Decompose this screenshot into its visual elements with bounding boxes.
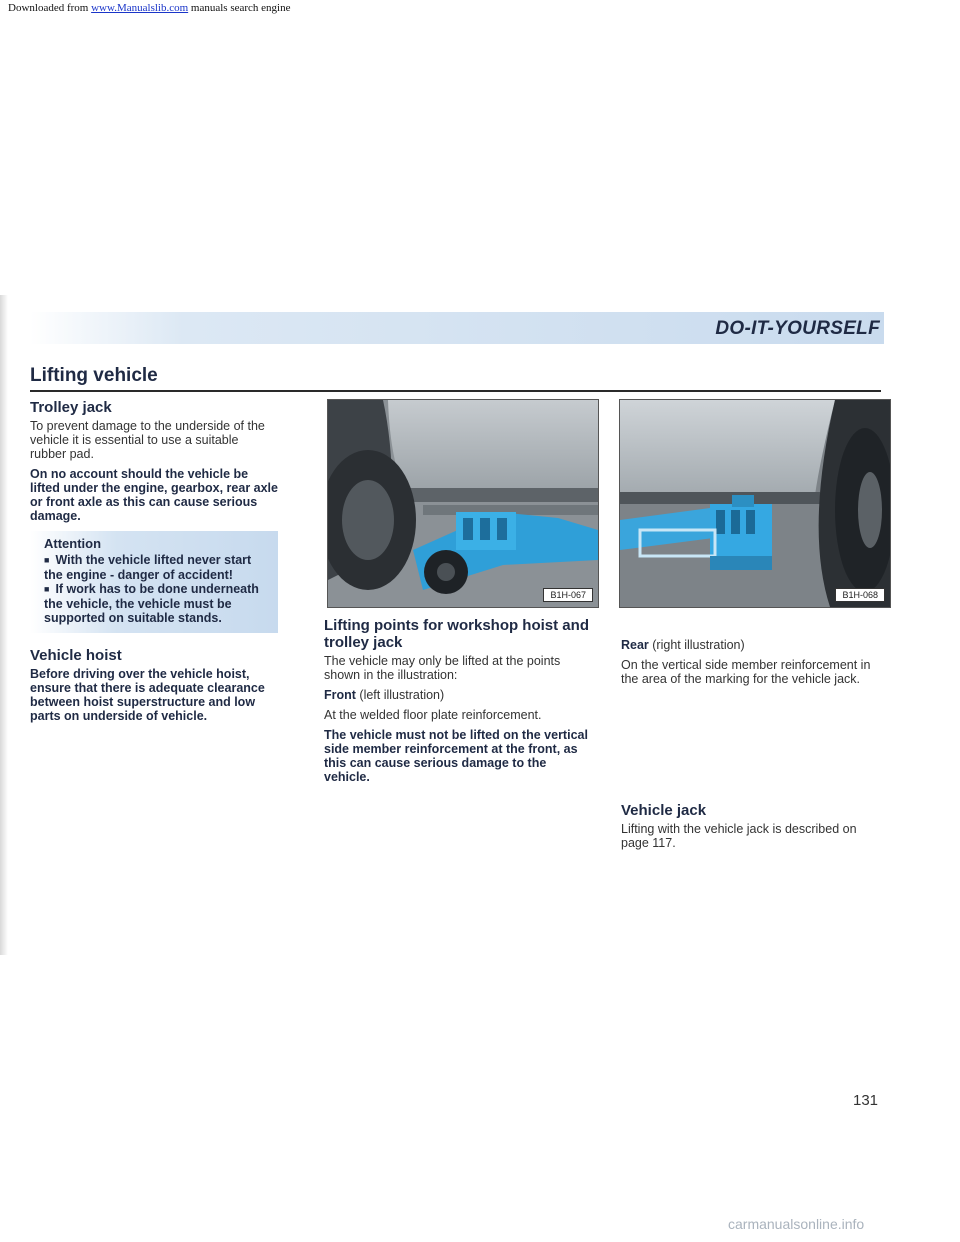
download-note-suffix: manuals search engine xyxy=(188,2,291,14)
attention-item: ■ With the vehicle lifted never start the engine - danger of accident! xyxy=(44,553,268,582)
lifting-points-heading: Lifting points for workshop hoist and trolley jack xyxy=(324,617,589,651)
column-middle xyxy=(324,617,594,790)
front-note: (left illustration) xyxy=(355,688,445,702)
vehicle-jack-text: Lifting with the vehicle jack is described on page 117. xyxy=(621,822,857,850)
title-divider xyxy=(30,390,881,392)
trolley-jack-intro: To prevent damage to the underside of the vehicle it is essential to use a suitable rubber pad. xyxy=(30,419,265,461)
column-right xyxy=(621,638,883,856)
manualslib-link[interactable]: www.Manualslib.com xyxy=(91,2,189,14)
front-label: Front xyxy=(324,688,356,702)
section-title: DO-IT-YOURSELF xyxy=(715,318,880,339)
figure-label-left: B1H-067 xyxy=(543,588,593,602)
front-lifting-illustration xyxy=(328,400,598,607)
rear-label: Rear xyxy=(621,638,649,652)
figure-label-right: B1H-068 xyxy=(835,588,885,602)
download-note-prefix: Downloaded from xyxy=(8,2,92,14)
lifting-points-warning: The vehicle must not be lifted on the vertical side member reinforcement at the front, as this can cause serious damage to the vehicle. xyxy=(324,728,588,784)
rear-lifting-illustration xyxy=(620,400,890,607)
front-paragraph xyxy=(324,688,594,702)
attention-item: ■ If work has to be done underneath the vehicle, the vehicle must be supported on suitable stands. xyxy=(44,582,268,625)
rear-paragraph xyxy=(621,638,883,652)
column-left xyxy=(30,399,278,729)
attention-heading: Attention xyxy=(44,536,102,551)
trolley-jack-warning: On no account should the vehicle be lifted under the engine, gearbox, rear axle or front axle as this can cause serious damage. xyxy=(30,467,278,523)
vehicle-hoist-heading: Vehicle hoist xyxy=(30,647,122,664)
page-title: Lifting vehicle xyxy=(30,365,158,386)
lifting-points-intro: The vehicle may only be lifted at the points shown in the illustration: xyxy=(324,654,561,682)
figure-rear-lifting-point xyxy=(619,399,891,608)
trolley-jack-heading: Trolley jack xyxy=(30,399,112,416)
download-note xyxy=(8,2,290,14)
vehicle-jack-heading: Vehicle jack xyxy=(621,802,707,819)
rear-text: On the vertical side member reinforcement in the area of the marking for the vehicle jack. xyxy=(621,658,871,686)
attention-box xyxy=(30,531,278,633)
vehicle-hoist-text: Before driving over the vehicle hoist, ensure that there is adequate clearance between hoist superstructure and low parts on underside of vehicle. xyxy=(30,667,265,723)
rear-note: (right illustration) xyxy=(648,638,745,652)
page-binding-shadow xyxy=(0,295,8,955)
page-number: 131 xyxy=(853,1092,879,1109)
watermark: carmanualsonline.info xyxy=(728,1216,865,1232)
front-text: At the welded floor plate reinforcement. xyxy=(324,708,542,722)
column-spacer xyxy=(621,692,883,802)
figure-front-lifting-point xyxy=(327,399,599,608)
